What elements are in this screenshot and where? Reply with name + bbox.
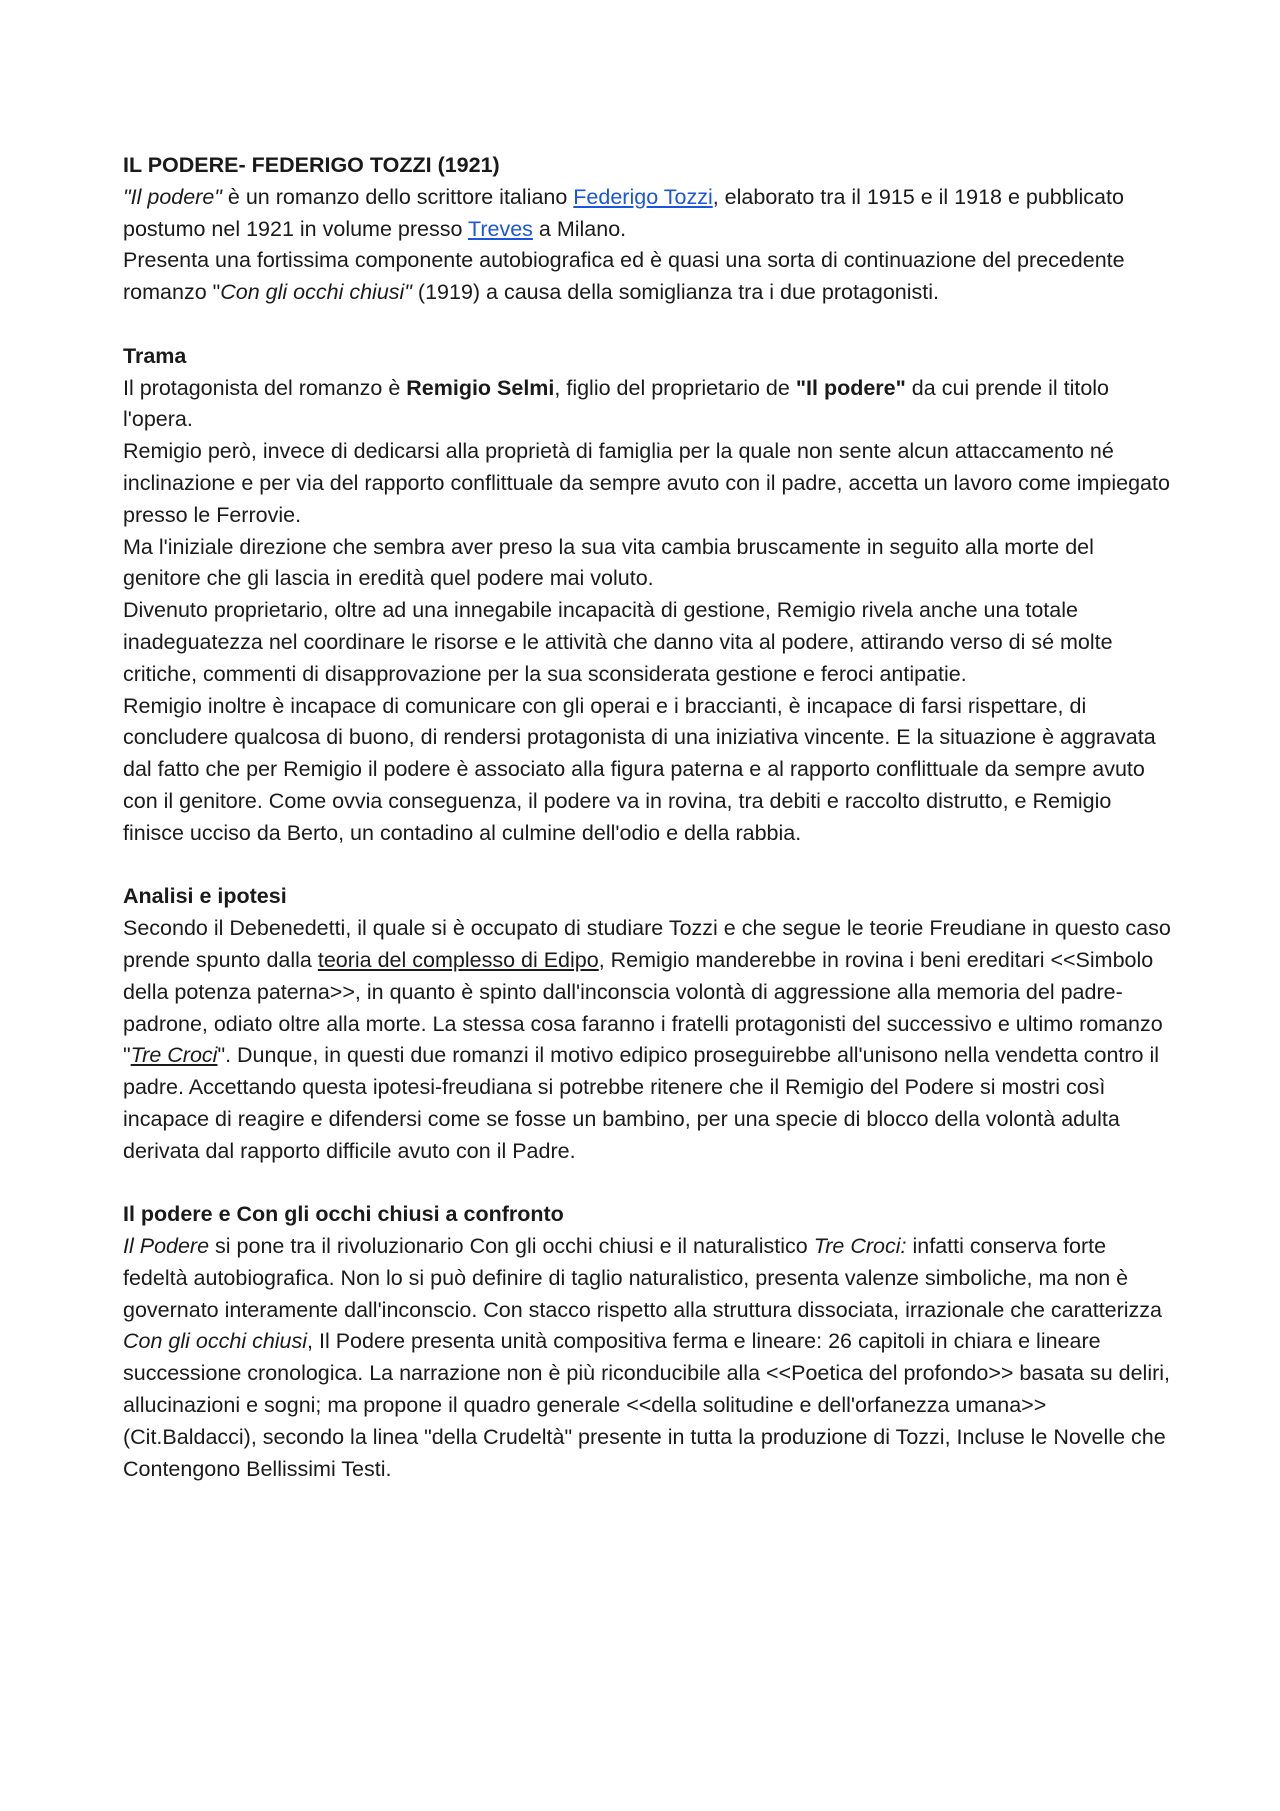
oedipus-theory-link[interactable]: teoria del complesso di Edipo xyxy=(317,947,599,972)
trama-text: , figlio del proprietario de xyxy=(554,375,796,400)
analisi-text: Secondo il Debenedetti, il quale si è occupato di studiare Tozzi e che segue le teorie Freudiane in questo caso prende spunto dalla xyxy=(123,916,1171,972)
trama-section xyxy=(123,341,1173,850)
analisi-text: , Remigio manderebbe in rovina i beni ereditari <<Simbolo della potenza paterna>>, in quanto è spinto dall'inconscia volontà di aggressione alla memoria del padre-padrone, odiato oltre alla morte. La stessa cosa faranno i fratelli protagonisti del successivo e ultimo romanzo " xyxy=(123,947,1163,1068)
document-title: IL PODERE- FEDERIGO TOZZI (1921) xyxy=(123,153,500,177)
trama-paragraph-4: Divenuto proprietario, oltre ad una innegabile incapacità di gestione, Remigio rivela anche una totale inadeguatezza nel coordinare le risorse e le attività che danno vita al podere, attirando verso di sé molte critiche, commenti di disapprovazione per la sua sconsiderata gestione e feroci antipatie. xyxy=(123,598,1113,686)
trama-paragraph-5: Remigio inoltre è incapace di comunicare con gli operai e i braccianti, è incapace di farsi rispettare, di concludere qualcosa di buono, di rendersi protagonista di una iniziativa vincente. E la situazione è aggravata dal fatto che per Remigio il podere è associato alla figura paterna e al rapporto conflittuale da sempre avuto con il genitore. Come ovvia conseguenza, il podere va in rovina, tra debiti e raccolto distrutto, e Remigio finisce ucciso da Berto, un contadino al culmine dell'odio e della rabbia. xyxy=(123,693,1156,845)
trama-text: da cui prende il titolo l'opera. xyxy=(123,375,1110,432)
publisher-link[interactable]: Treves xyxy=(468,216,533,241)
document-page xyxy=(123,150,1173,1485)
previous-novel-italic: Con gli occhi chiusi" xyxy=(220,280,412,305)
intro-text: Presenta una fortissima componente autobiografica ed è quasi una sorta di continuazione del precedente romanzo " xyxy=(123,248,1125,305)
trama-heading: Trama xyxy=(123,343,187,368)
intro-text: (1919) a causa della somiglianza tra i due protagonisti. xyxy=(411,280,939,305)
intro-paragraph xyxy=(123,182,1173,246)
analisi-paragraph xyxy=(123,913,1173,1167)
confronto-text: si pone tra il rivoluzionario Con gli occhi chiusi e il naturalistico xyxy=(209,1234,814,1259)
book-title-bold: "Il podere" xyxy=(795,375,906,400)
tre-croci-link[interactable]: Tre Croci xyxy=(130,1043,218,1068)
confronto-section xyxy=(123,1199,1173,1485)
book-title-italic: "Il podere" xyxy=(123,184,222,209)
trama-paragraph-1 xyxy=(123,373,1173,437)
italic-title: Il Podere xyxy=(123,1234,210,1259)
italic-title: Con gli occhi chiusi xyxy=(123,1329,308,1354)
analisi-heading: Analisi e ipotesi xyxy=(123,884,287,909)
trama-paragraph-2: Remigio però, invece di dedicarsi alla proprietà di famiglia per la quale non sente alcun attaccamento né inclinazione e per via del rapporto conflittuale da sempre avuto con il padre, accetta un lavoro come impiegato presso le Ferrovie. xyxy=(123,439,1170,527)
trama-text: Il protagonista del romanzo è xyxy=(123,375,407,400)
author-link[interactable]: Federigo Tozzi xyxy=(573,184,713,209)
analisi-text: ". Dunque, in questi due romanzi il motivo edipico proseguirebbe all'unisono nella vendetta contro il padre. Accettando questa ipotesi-freudiana si potrebbe ritenere che il Remigio del Podere si mostri così incapace di reagire e difendersi come se fosse un bambino, per una specie di blocco della volontà adulta derivata dal rapporto difficile avuto con il Padre. xyxy=(123,1043,1160,1163)
trama-paragraph-3: Ma l'iniziale direzione che sembra aver preso la sua vita cambia bruscamente in seguito alla morte del genitore che gli lascia in eredità quel podere mai voluto. xyxy=(123,534,1094,591)
confronto-text: infatti conserva forte fedeltà autobiografica. Non lo si può definire di taglio naturalistico, presenta valenze simboliche, ma non è governato interamente dall'inconscio. Con stacco rispetto alla struttura dissociata, irrazionale che caratterizza xyxy=(123,1234,1163,1322)
confronto-text: , Il Podere presenta unità compositiva ferma e lineare: 26 capitoli in chiara e lineare successione cronologica. La narrazione non è più riconducibile alla <<Poetica del profondo>> basata su deliri, allucinazioni e sogni; ma propone il quadro generale <<della solitudine e dell'orfanezza umana>> (Cit.Baldacci), secondo la linea "della Crudeltà" presente in tutta la produzione di Tozzi, Incluse le Novelle che Contengono Bellissimi Testi. xyxy=(123,1329,1171,1481)
intro-text: a Milano. xyxy=(532,216,627,241)
confronto-heading: Il podere e Con gli occhi chiusi a confronto xyxy=(123,1202,564,1227)
intro-paragraph-2 xyxy=(123,245,1173,309)
analisi-section xyxy=(123,881,1173,1167)
intro-text: è un romanzo dello scrittore italiano xyxy=(221,184,574,209)
protagonist-name: Remigio Selmi xyxy=(406,375,555,400)
intro-section xyxy=(123,150,1173,309)
confronto-paragraph xyxy=(123,1231,1173,1485)
italic-title: Tre Croci: xyxy=(813,1234,907,1259)
intro-text: , elaborato tra il 1915 e il 1918 e pubblicato postumo nel 1921 in volume presso xyxy=(123,184,1124,241)
